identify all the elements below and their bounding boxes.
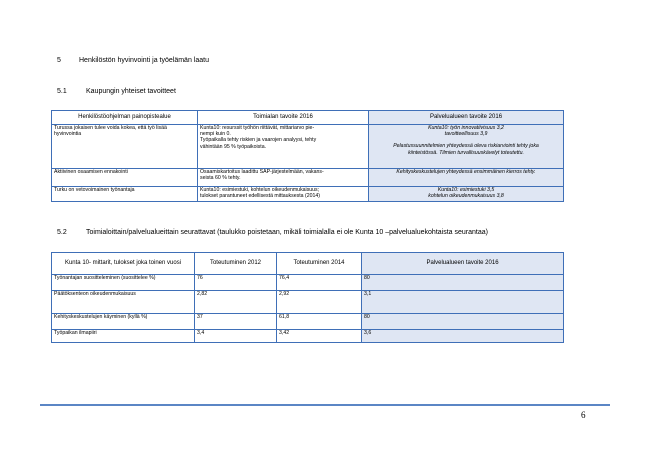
section-number: 5.1	[57, 88, 67, 95]
division-goal-cell	[198, 187, 369, 202]
value-2012: 37	[195, 314, 277, 330]
cell-line: Kunta10: resurssit työhön riittävät, mittariarvo pie-	[200, 125, 315, 131]
target-2016: 3,6	[362, 330, 564, 343]
division-goal-cell	[198, 125, 369, 169]
section-number: 5.2	[57, 229, 67, 236]
table-row	[52, 169, 564, 187]
table-row	[52, 125, 564, 169]
value-2014: 3,42	[277, 330, 362, 343]
section-title: Toimialoittain/palvelualueittain seurattavat (taulukko poistetaan, mikäli toimialalla ei ole Kunta 10 –palvelualuekohtaista seurantaa)	[86, 229, 488, 236]
cell-line: Kehityskeskustelujen yhteydessä ensimmäinen kierros tehty.	[396, 169, 536, 175]
table-row	[52, 330, 564, 343]
table-header-row	[52, 253, 564, 275]
section-5-2-heading	[57, 229, 488, 236]
section-5-heading	[57, 57, 209, 64]
section-5-1-heading	[57, 88, 176, 95]
value-2012: 76	[195, 275, 277, 291]
cell-line: Työpaikalla tehty riskien ja vaarojen analyysi, tehty	[200, 137, 317, 144]
header-cell: Toteutuminen 2014	[277, 253, 362, 275]
service-goal-cell	[369, 169, 564, 187]
section-title: Kaupungin yhteiset tavoitteet	[86, 88, 176, 95]
header-cell: Henkilöstöohjelman painopistealue	[52, 111, 198, 125]
value-2012: 2,82	[195, 291, 277, 314]
cell-line: tavoitteellisuus 3,9	[444, 131, 488, 138]
header-cell: Toteutuminen 2012	[195, 253, 277, 275]
cell-line: nempi kuin 0.	[200, 131, 231, 138]
focus-area-cell: Turussa jokaisen tulee voida kokea, että työ lisää hyvinvointia	[52, 125, 198, 169]
focus-area-cell: Turku on vetovoimainen työnantaja	[52, 187, 198, 202]
section-number: 5	[57, 57, 61, 64]
metric-label: Päätöksenteon oikeudenmukaisuus	[52, 291, 195, 314]
header-cell: Toimialan tavoite 2016	[198, 111, 369, 125]
header-cell: Kunta 10- mittarit, tulokset joka toinen vuosi	[52, 253, 195, 275]
value-2014: 61,8	[277, 314, 362, 330]
section-title: Henkilöstön hyvinvointi ja työelämän laatu	[79, 57, 209, 64]
page-number: 6	[581, 410, 586, 420]
cell-line: kiinteistössä. Tilmien turvallisuuskävelyt toteutettu.	[408, 149, 524, 156]
value-2012: 3,4	[195, 330, 277, 343]
table-row	[52, 275, 564, 291]
header-cell: Palvelualueen tavoite 2016	[362, 253, 564, 275]
cell-line: tulokset parantuneet edellisestä mittauksesta (2014)	[200, 193, 320, 200]
target-2016: 80	[362, 314, 564, 330]
cell-line: vähintään 95 % työpaikoista.	[200, 143, 267, 150]
cell-line: Kunta10: työn innovatiivisuus 3,2	[428, 125, 504, 131]
cell-line: seista 60 % tehty.	[200, 175, 241, 182]
table-row	[52, 187, 564, 202]
cell-line: Osaamiskartoitus laadittu SAP-järjestelmään, vakans-	[200, 169, 324, 175]
service-goal-cell	[369, 187, 564, 202]
cell-line: Kunta10: esimiestuki, kohtelun oikeudenmukaisuus;	[200, 187, 320, 193]
metric-label: Kehityskeskustelujen käyminen (kyllä %)	[52, 314, 195, 330]
metric-label: Työnantajan suositteleminen (suosittelee %)	[52, 275, 195, 291]
table-row	[52, 291, 564, 314]
cell-line: kohtelun oikeudenmukaisuus 3,8	[428, 193, 504, 200]
cell-line: Pelastussuunnitelmien yhteydessä oleva riskiarviointi tehty joka	[393, 143, 539, 150]
target-2016: 3,1	[362, 291, 564, 314]
table-row	[52, 314, 564, 330]
goals-table	[51, 110, 564, 202]
value-2014: 76,4	[277, 275, 362, 291]
service-goal-cell	[369, 125, 564, 169]
division-goal-cell	[198, 169, 369, 187]
metric-label: Työpaikan ilmapiiri	[52, 330, 195, 343]
table-header-row	[52, 111, 564, 125]
cell-line: Kunta10: esimiestuki 3,5	[437, 187, 495, 193]
target-2016: 80	[362, 275, 564, 291]
footer-divider	[40, 404, 610, 406]
metrics-table	[51, 252, 564, 343]
focus-area-cell: Aktiivinen osaamisen ennakointi	[52, 169, 198, 187]
value-2014: 2,92	[277, 291, 362, 314]
header-cell: Palvelualueen tavoite 2016	[369, 111, 564, 125]
